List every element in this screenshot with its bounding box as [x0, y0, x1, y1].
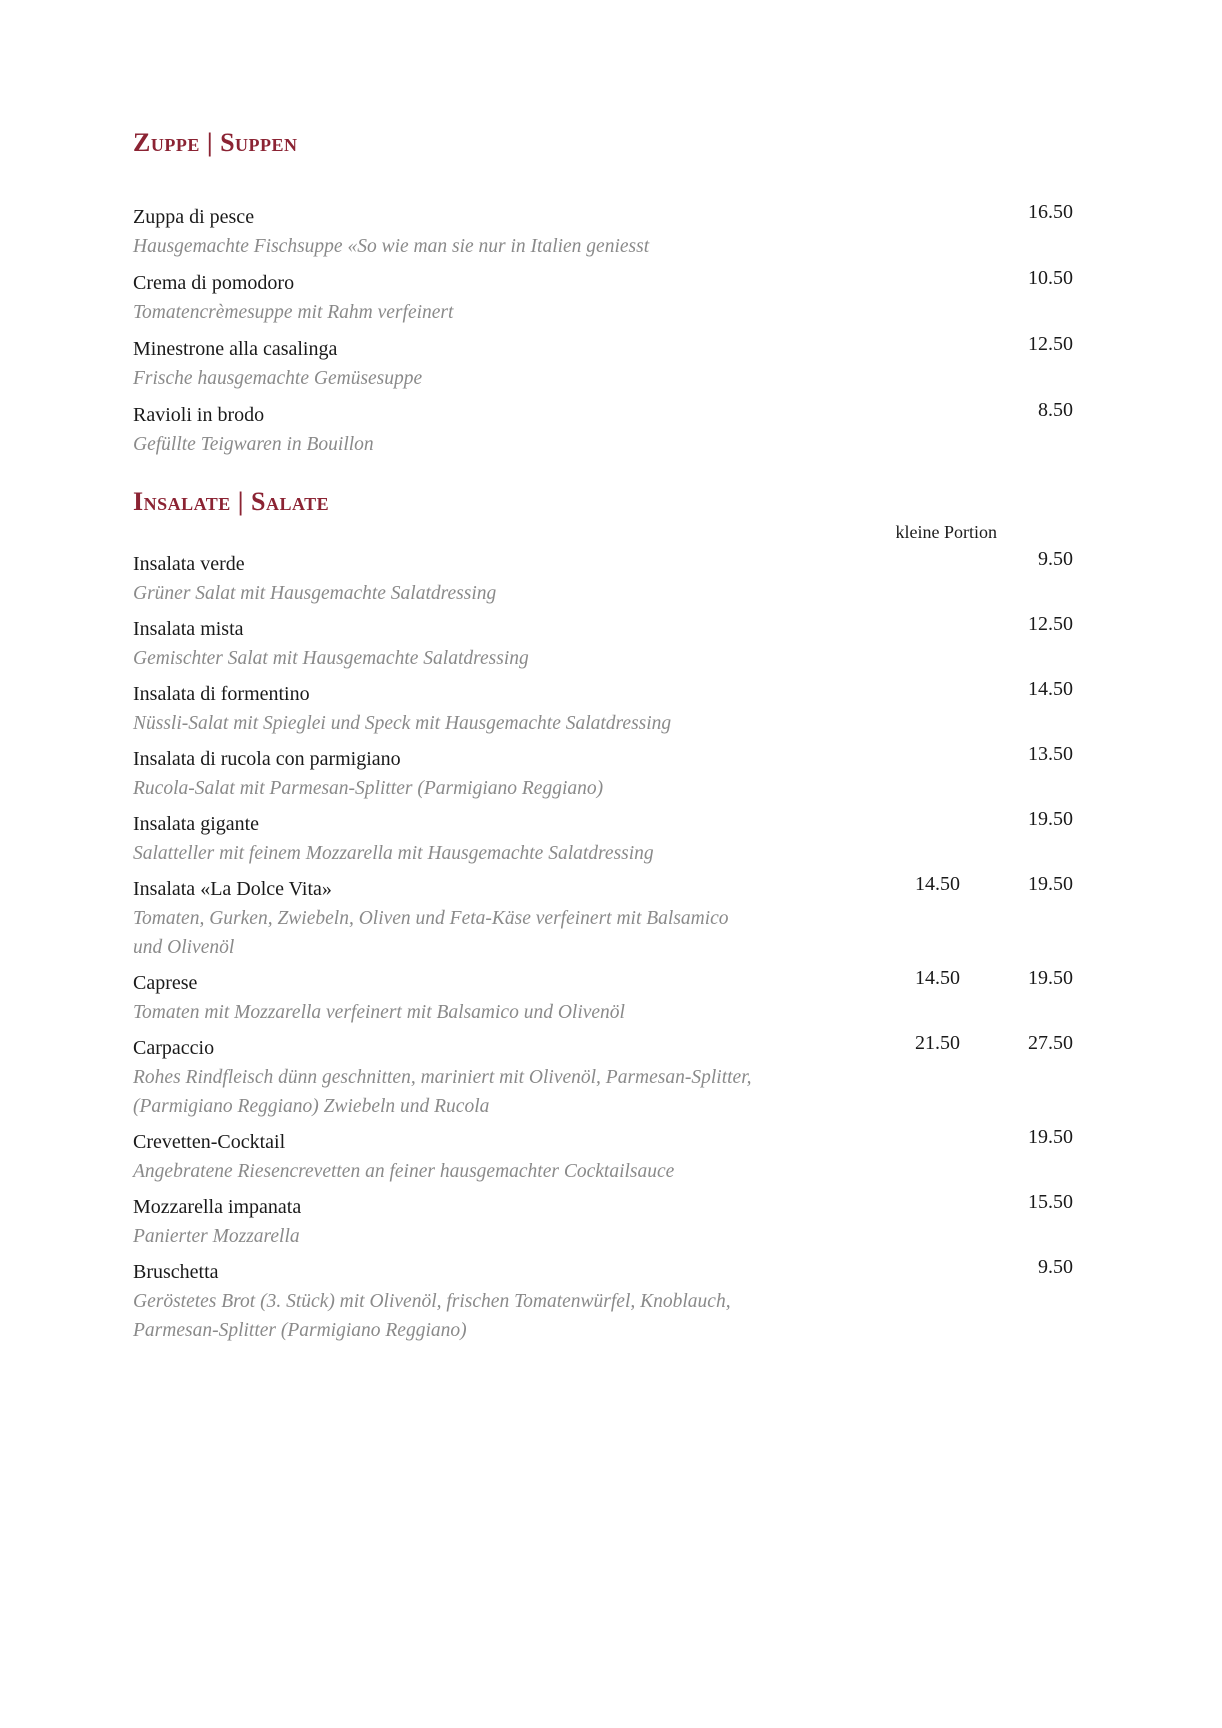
item-description: Grüner Salat mit Hausgemachte Salatdressing — [133, 583, 497, 604]
item-description: Gemischter Salat mit Hausgemachte Salatdressing — [133, 648, 529, 669]
item-price: 14.50 — [1028, 678, 1073, 700]
item-description: Tomatencrèmesuppe mit Rahm verfeinert — [133, 302, 454, 323]
menu-item — [133, 202, 1073, 261]
item-name: Bruschetta — [133, 1261, 219, 1283]
item-name: Insalata di rucola con parmigiano — [133, 748, 401, 770]
item-price: 8.50 — [1038, 399, 1073, 421]
item-price: 9.50 — [1038, 548, 1073, 570]
item-price: 12.50 — [1028, 613, 1073, 635]
item-price: 13.50 — [1028, 743, 1073, 765]
menu-item — [133, 400, 1073, 459]
section-title: Insalate | Salate — [133, 487, 330, 516]
menu-item — [133, 268, 1073, 327]
item-price: 19.50 — [1028, 967, 1073, 989]
item-price-small: 14.50 — [915, 967, 960, 989]
item-name: Crevetten-Cocktail — [133, 1131, 286, 1153]
item-name: Insalata verde — [133, 553, 245, 575]
item-price: 27.50 — [1028, 1032, 1073, 1054]
item-price: 9.50 — [1038, 1256, 1073, 1278]
item-description: Hausgemachte Fischsuppe «So wie man sie nur in Italien geniesst — [133, 236, 650, 257]
menu-item — [133, 968, 1073, 1027]
menu-item — [133, 1257, 1073, 1345]
menu-item — [133, 614, 1073, 673]
item-description: Tomaten mit Mozzarella verfeinert mit Balsamico und Olivenöl — [133, 1002, 625, 1023]
menu-item — [133, 1033, 1073, 1121]
item-description: Tomaten, Gurken, Zwiebeln, Oliven und Feta-Käse verfeinert mit Balsamico und Olivenöl — [133, 908, 729, 958]
menu-item — [133, 809, 1073, 868]
item-description: Salatteller mit feinem Mozzarella mit Hausgemachte Salatdressing — [133, 843, 654, 864]
portion-column-label: kleine Portion — [895, 522, 997, 542]
section-soups — [133, 128, 1073, 459]
item-price: 19.50 — [1028, 873, 1073, 895]
item-price: 16.50 — [1028, 201, 1073, 223]
item-price: 19.50 — [1028, 808, 1073, 830]
item-price: 12.50 — [1028, 333, 1073, 355]
item-name: Carpaccio — [133, 1037, 215, 1059]
menu-item — [133, 334, 1073, 393]
item-description: Nüssli-Salat mit Spieglei und Speck mit Hausgemachte Salatdressing — [133, 713, 672, 734]
menu-item — [133, 549, 1073, 608]
item-name: Caprese — [133, 972, 198, 994]
item-name: Insalata «La Dolce Vita» — [133, 878, 332, 900]
item-description: Geröstetes Brot (3. Stück) mit Olivenöl, frischen Tomatenwürfel, Knoblauch, Parmesan-Splitter (Parmigiano Reggiano) — [133, 1291, 731, 1341]
item-description: Panierter Mozzarella — [133, 1226, 300, 1247]
menu-item — [133, 1192, 1073, 1251]
item-name: Mozzarella impanata — [133, 1196, 302, 1218]
item-price: 10.50 — [1028, 267, 1073, 289]
section-salads — [133, 487, 1073, 1345]
item-name: Insalata mista — [133, 618, 244, 640]
item-price-small: 21.50 — [915, 1032, 960, 1054]
item-description: Angebratene Riesencrevetten an feiner hausgemachter Cocktailsauce — [133, 1161, 675, 1182]
item-description: Rucola-Salat mit Parmesan-Splitter (Parmigiano Reggiano) — [133, 778, 604, 799]
item-description: Frische hausgemachte Gemüsesuppe — [133, 368, 423, 389]
section-title: Zuppe | Suppen — [133, 128, 298, 157]
menu-item — [133, 679, 1073, 738]
item-description: Rohes Rindfleisch dünn geschnitten, mariniert mit Olivenöl, Parmesan-Splitter, (Parmigiano Reggiano) Zwiebeln und Rucola — [133, 1067, 752, 1117]
menu-item — [133, 1127, 1073, 1186]
item-name: Minestrone alla casalinga — [133, 338, 338, 360]
item-name: Insalata gigante — [133, 813, 260, 835]
item-price: 15.50 — [1028, 1191, 1073, 1213]
menu-item — [133, 744, 1073, 803]
item-name: Crema di pomodoro — [133, 272, 295, 294]
item-price-small: 14.50 — [915, 873, 960, 895]
item-name: Ravioli in brodo — [133, 404, 265, 426]
menu-item — [133, 874, 1073, 962]
item-price: 19.50 — [1028, 1126, 1073, 1148]
item-description: Gefüllte Teigwaren in Bouillon — [133, 434, 374, 455]
item-name: Zuppa di pesce — [133, 206, 255, 228]
item-name: Insalata di formentino — [133, 683, 310, 705]
